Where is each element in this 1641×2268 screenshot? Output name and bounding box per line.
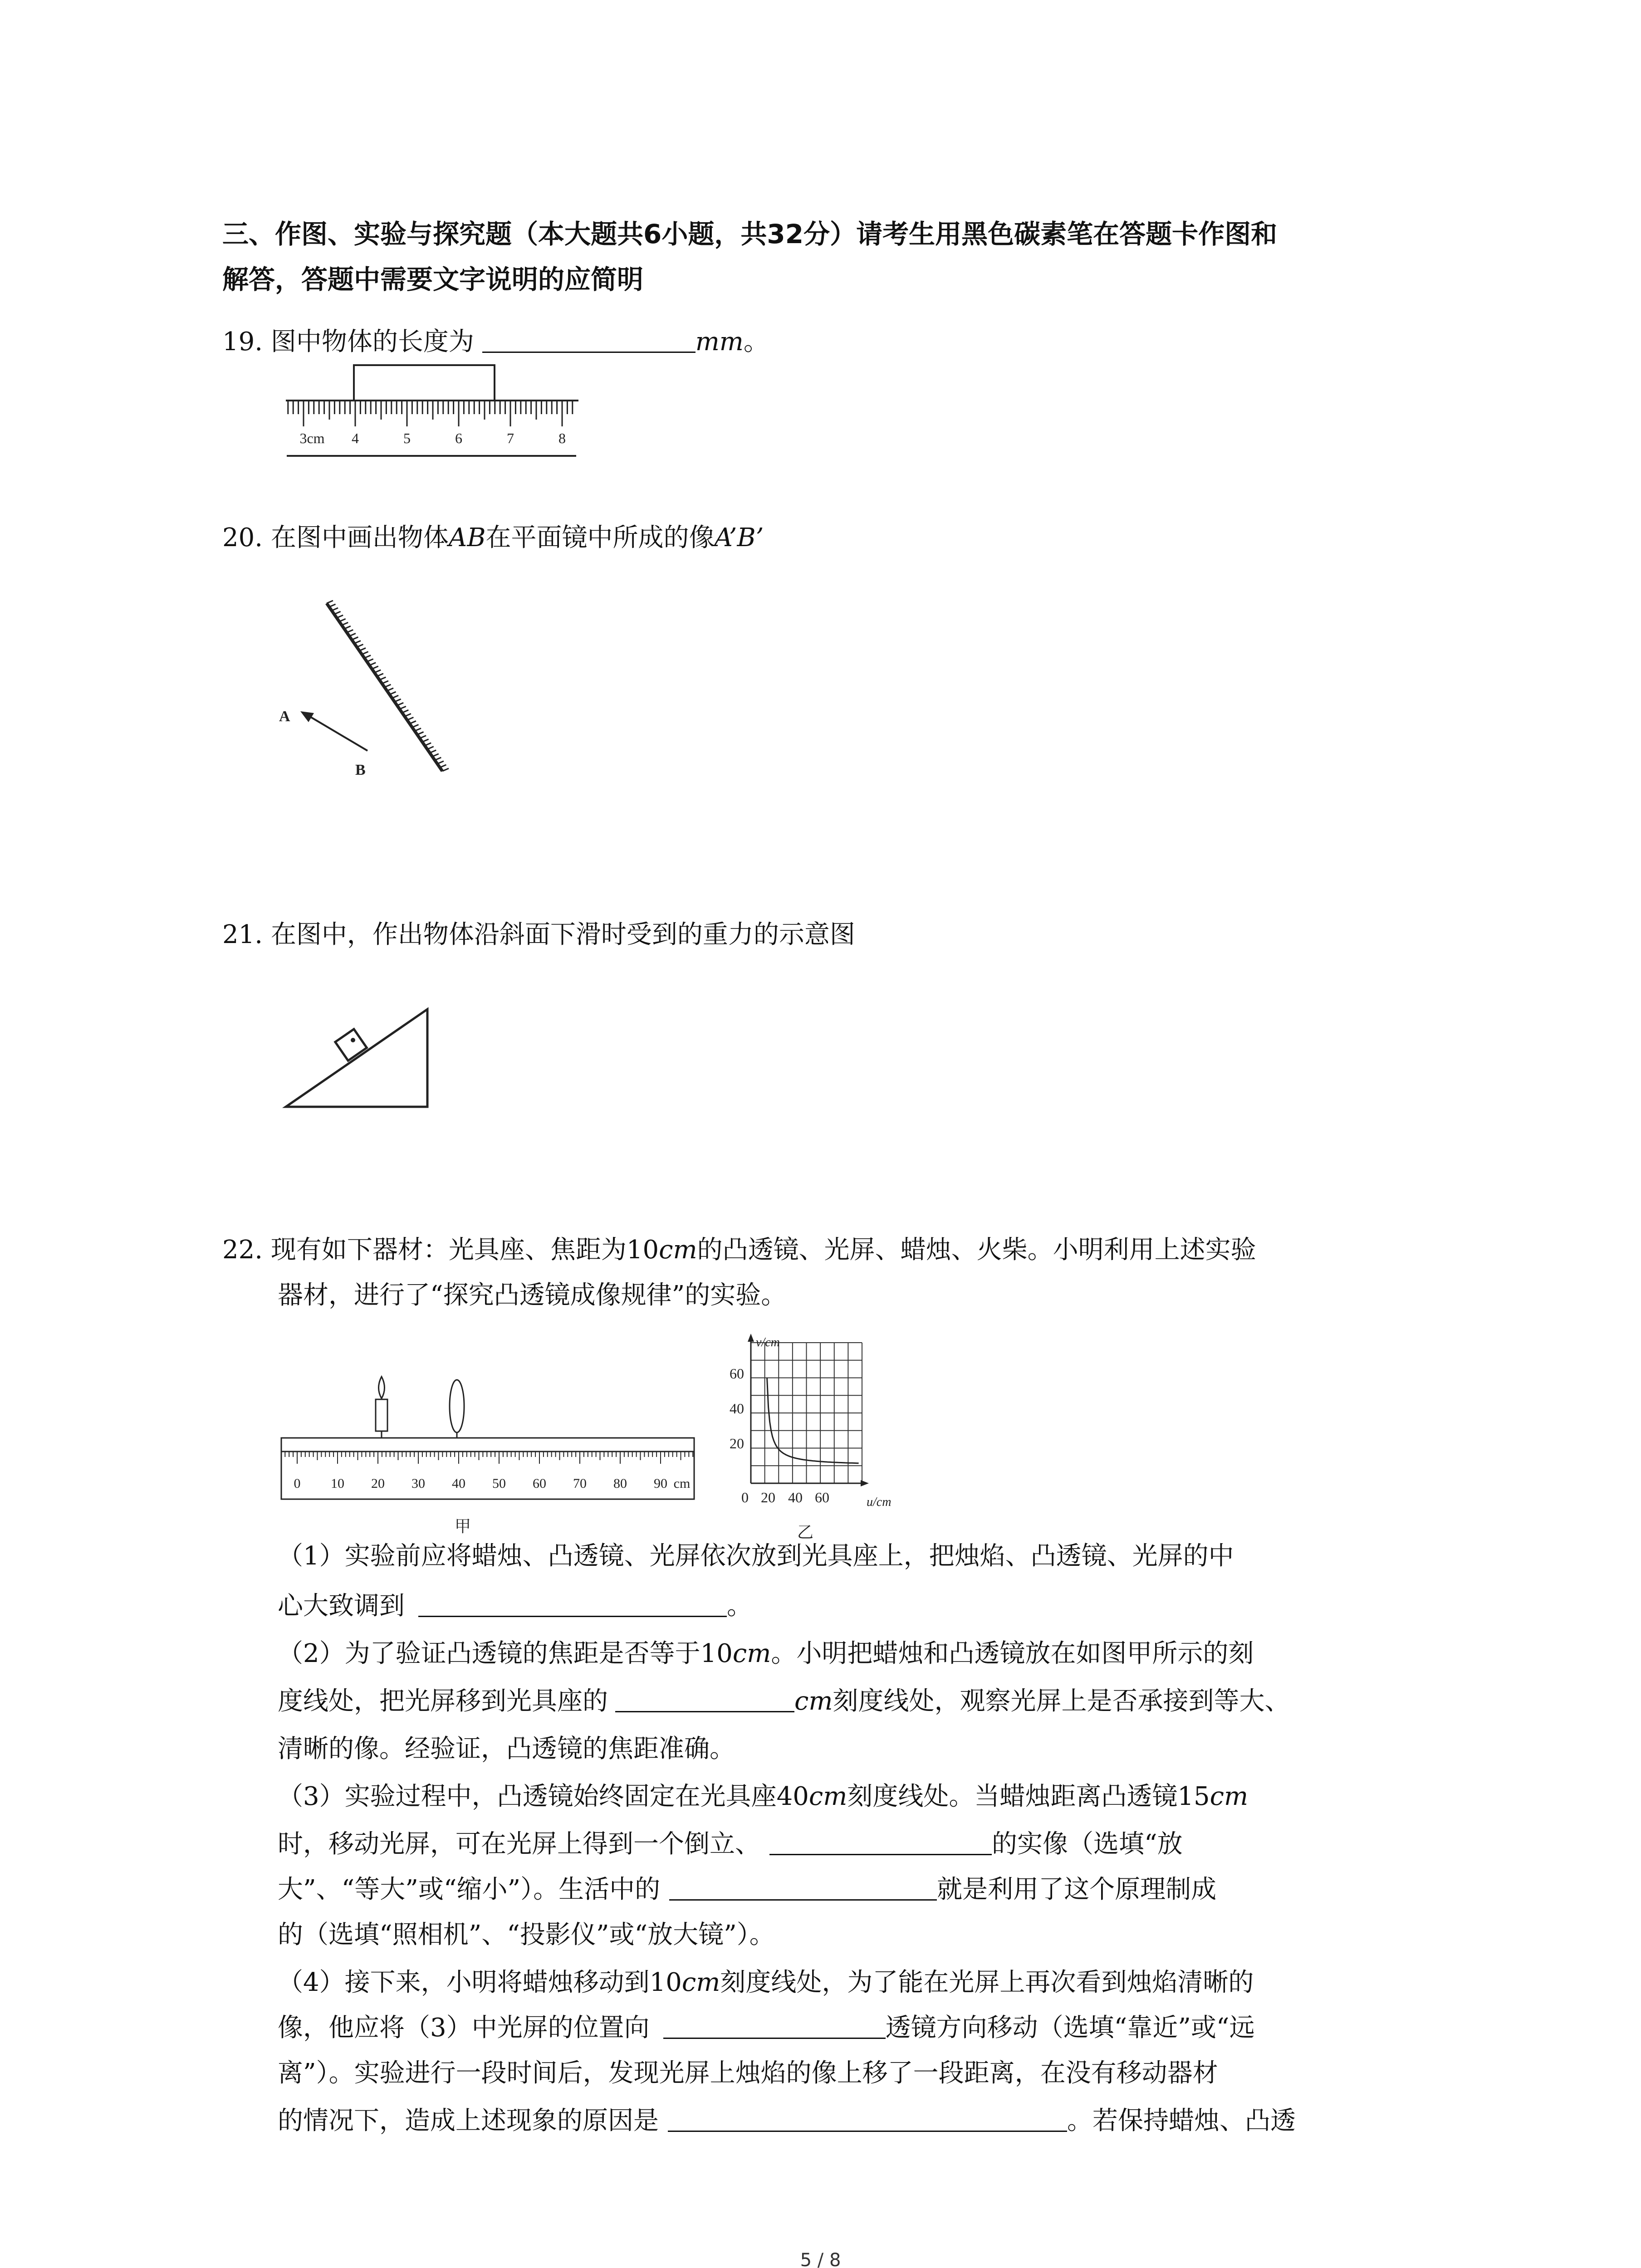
q22-part4-line2: [278, 2012, 1255, 2044]
incline-figure: [281, 1005, 436, 1114]
text: 的实像（选填“放: [992, 1829, 1183, 1859]
unit: cm: [681, 1968, 720, 1997]
ruler-label-3cm: 3cm: [299, 430, 325, 446]
bench-label: 10: [331, 1476, 344, 1491]
question-text: 在平面镜中所成的像: [485, 523, 715, 552]
text: 刻度线处，为了能在光屏上再次看到烛焰清晰的: [720, 1968, 1254, 1997]
text: 像，他应将（3）中光屏的位置向: [278, 2013, 650, 2043]
value: 10: [700, 1639, 733, 1668]
ruler-label-7: 7: [507, 430, 514, 446]
bench-label: 80: [613, 1476, 627, 1491]
text: 就是利用了这个原理制成: [937, 1875, 1217, 1904]
q22-part3-line1: [278, 1780, 1248, 1813]
question-text: 图中物体的长度为: [270, 327, 474, 357]
answer-blank[interactable]: [668, 2105, 1067, 2132]
q22-intro-line2: 器材，进行了“探究凸透镜成像规律”的实验。: [278, 1281, 787, 1310]
bench-label: 50: [492, 1476, 506, 1491]
convex-lens: [450, 1380, 464, 1432]
flame: [379, 1377, 385, 1398]
text: 的情况下，造成上述现象的原因是: [278, 2106, 659, 2136]
unit: mm: [695, 327, 744, 357]
punctuation: 。: [743, 327, 769, 357]
text: 心大致调到: [278, 1591, 405, 1621]
unit: cm: [659, 1235, 697, 1265]
q22-part2-line3: 清晰的像。经验证，凸透镜的焦距准确。: [278, 1734, 735, 1764]
arrow-head: [300, 711, 314, 722]
v-u-curve: [767, 1378, 859, 1463]
x-tick: 0: [741, 1489, 749, 1505]
question-text: 在图中画出物体: [270, 523, 449, 552]
x-tick: 40: [788, 1489, 803, 1505]
question-text: 在图中，作出物体沿斜面下滑时受到的重力的示意图: [270, 920, 855, 949]
q22-intro-line1: [222, 1234, 1256, 1266]
question-number: 20.: [222, 523, 263, 552]
text: （2）为了验证凸透镜的焦距是否等于: [278, 1639, 700, 1668]
answer-blank[interactable]: [482, 326, 696, 353]
punctuation: 。: [727, 1591, 752, 1621]
object-label: AB: [448, 523, 486, 552]
text: 的凸透镜、光屏、蜡烛、火柴。小明利用上述实验: [697, 1235, 1256, 1265]
value: 10: [649, 1968, 682, 1997]
y-tick: 40: [730, 1400, 744, 1417]
object-rectangle: [354, 365, 495, 401]
bench-label: 0: [294, 1476, 301, 1491]
bench-label-unit: cm: [673, 1476, 691, 1491]
text: 。小明把蜡烛和凸透镜放在如图甲所示的刻: [771, 1639, 1254, 1668]
unit: cm: [808, 1782, 847, 1811]
q22-part3-line2: [278, 1828, 1183, 1861]
answer-blank[interactable]: [418, 1590, 727, 1617]
text: 现有如下器材：光具座、焦距为: [270, 1235, 627, 1265]
text: 大”、“等大”或“缩小”）。生活中的: [278, 1875, 661, 1904]
q22-part4-line3: 离”）。实验进行一段时间后，发现光屏上烛焰的像上移了一段距离，在没有移动器材: [278, 2058, 1218, 2088]
q22-part4-line1: [278, 1966, 1254, 1999]
label-b: B: [355, 762, 366, 778]
text: （3）实验过程中，凸透镜始终固定在光具座: [278, 1782, 777, 1811]
bench-top: [281, 1438, 694, 1452]
section-heading-line1: 三、作图、实验与探究题（本大题共6小题，共32分）请考生用黑色碳素笔在答题卡作图和: [222, 219, 1278, 249]
q22-part2-line1: [278, 1637, 1254, 1670]
ruler-label-5: 5: [403, 430, 411, 446]
answer-blank[interactable]: [769, 1828, 992, 1855]
figure-label-jia: 甲: [454, 1517, 471, 1535]
text: 刻度线处，观察光屏上是否承接到等大、: [833, 1686, 1290, 1716]
x-tick: 20: [761, 1489, 775, 1505]
answer-blank[interactable]: [663, 2012, 886, 2039]
center-dot: [351, 1038, 355, 1042]
q22-part3-line3: [278, 1873, 1216, 1906]
q21-stem: [222, 919, 855, 951]
unit: cm: [1210, 1782, 1249, 1811]
bench-label: 70: [573, 1476, 587, 1491]
bench-label: 60: [533, 1476, 546, 1491]
x-axis-label: u/cm: [867, 1495, 892, 1509]
bench-label: 90: [654, 1476, 667, 1491]
candle: [376, 1399, 387, 1431]
section-heading-line2: 解答，答题中需要文字说明的应简明: [222, 264, 644, 295]
question-number: 22.: [222, 1235, 263, 1265]
text: 刻度线处。当蜡烛距离凸透镜: [847, 1782, 1178, 1811]
y-tick: 20: [730, 1435, 744, 1452]
value: 40: [776, 1782, 809, 1811]
unit: cm: [732, 1639, 771, 1668]
mirror-hatch-mark: [327, 601, 333, 603]
image-label: A’B’: [714, 523, 764, 552]
question-number: 19.: [222, 327, 263, 357]
text: 透镜方向移动（选填“靠近”或“远: [885, 2013, 1255, 2043]
bench-body: [281, 1452, 694, 1499]
ruler-label-8: 8: [558, 430, 566, 446]
bench-label: 20: [371, 1476, 385, 1491]
y-axis-label: v/cm: [756, 1335, 780, 1349]
q22-part1-line2: [278, 1590, 752, 1623]
object-ab: [306, 714, 367, 751]
unit: cm: [794, 1686, 833, 1716]
label-a: A: [279, 708, 290, 725]
q22-part3-line4: 的（选填“照相机”、“投影仪”或“放大镜”）。: [278, 1920, 775, 1950]
question-number: 21.: [222, 920, 263, 949]
value: 10: [626, 1235, 659, 1265]
ruler-label-4: 4: [352, 430, 359, 446]
optical-bench-figure: [277, 1368, 699, 1535]
text: 度线处，把光屏移到光具座的: [278, 1686, 608, 1716]
text: （4）接下来，小明将蜡烛移动到: [278, 1968, 650, 1997]
q19-stem: [222, 326, 769, 358]
plane-mirror-figure: [272, 590, 463, 789]
ruler-label-6: 6: [455, 430, 462, 446]
value: 15: [1177, 1782, 1210, 1811]
bench-label: 40: [452, 1476, 465, 1491]
image-distance-graph: [712, 1329, 903, 1547]
q22-part2-line2: [278, 1685, 1290, 1718]
text: 时，移动光屏，可在光屏上得到一个倒立、: [278, 1829, 760, 1859]
incline-triangle: [286, 1009, 427, 1107]
q20-stem: [222, 522, 764, 554]
q22-part4-line4: [278, 2105, 1296, 2137]
answer-blank[interactable]: [669, 1874, 937, 1901]
q22-part1-line1: （1）实验前应将蜡烛、凸透镜、光屏依次放到光具座上，把烛焰、凸透镜、光屏的中: [278, 1541, 1234, 1571]
y-tick: 60: [730, 1365, 744, 1382]
text: 。若保持蜡烛、凸透: [1067, 2106, 1296, 2136]
bench-label: 30: [411, 1476, 425, 1491]
ruler-figure: [281, 356, 590, 460]
x-tick: 60: [815, 1489, 829, 1505]
block: [335, 1029, 367, 1061]
page-number: 5 / 8: [800, 2250, 841, 2268]
answer-blank[interactable]: [615, 1686, 794, 1712]
figure-label-yi: 乙: [797, 1523, 814, 1541]
